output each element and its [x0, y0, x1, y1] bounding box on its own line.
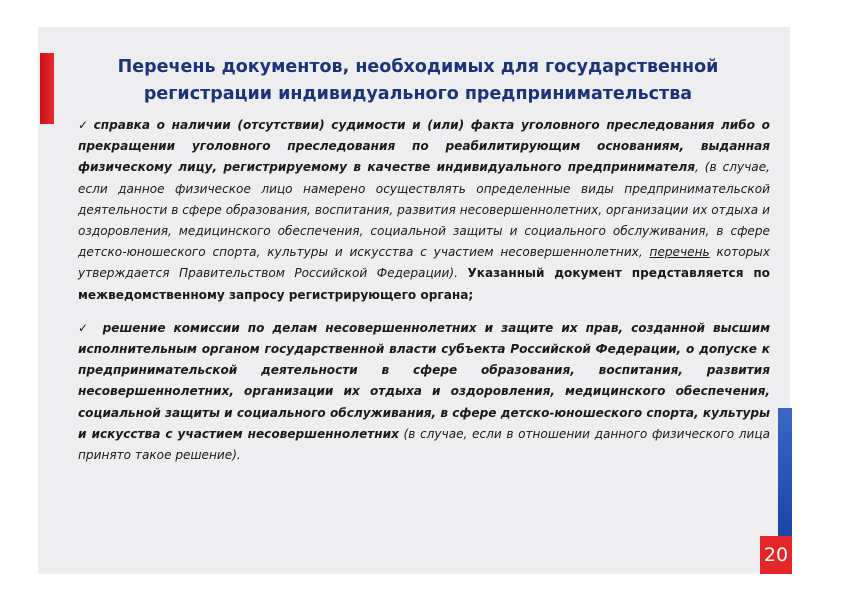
list-link[interactable]: перечень: [649, 245, 710, 260]
item2-bold-text: решение комиссии по делам несовершеннолетних и защите их прав, созданной высшим исполнительным органом государственной власти субъекта Российской Федерации, о допуске к предпринимательской деятельности в сфере образования, воспитания, развития несовершеннолетних, организации их отдыха и оздоровления, медицинского обеспечения, социальной защиты и социального обслуживания, в сфере детско-юношеского спорта, культуры и искусства с участием несовершеннолетних: [78, 320, 770, 441]
left-accent-bar: [40, 53, 54, 124]
document-list: [78, 115, 770, 466]
item1-text: , (в случае, если данное физическое лицо намерено осуществлять определенные виды предпринимательской деятельности в сфере образования, воспитания, развития несовершеннолетних, организации их отдыха и оздоровления, медицинского обеспечения, социальной защиты и социального обслуживания, в сфере детско-юношеского спорта, культуры и искусства с участием несовершеннолетних,: [78, 160, 770, 260]
list-item-commission-decision: [78, 318, 770, 466]
list-item-criminal-record-certificate: [78, 115, 770, 306]
item1-bold-tail: Указанный документ представляется по межведомственному запросу регистрирующего органа;: [78, 266, 770, 302]
page-number: 20: [763, 544, 789, 566]
page-title: Перечень документов, необходимых для государственной регистрации индивидуального предпринимательства: [117, 57, 719, 104]
right-blue-accent-bar: [778, 408, 792, 536]
item2-text: (в случае, если в отношении данного физического лица принято такое решение).: [78, 426, 770, 463]
check-mark-icon: ✓: [78, 320, 92, 335]
item1-bold-text: справка о наличии (отсутствии) судимости и (или) факта уголовного преследования либо о прекращении уголовного преследования по реабилитирующим основаниям, выданная физическому лицу, регистрируемому в качестве индивидуального предпринимателя: [78, 118, 770, 175]
check-mark-icon: ✓: [78, 118, 91, 132]
item1-text-continued: которых утверждается Правительством Российской Федерации).: [78, 245, 770, 281]
